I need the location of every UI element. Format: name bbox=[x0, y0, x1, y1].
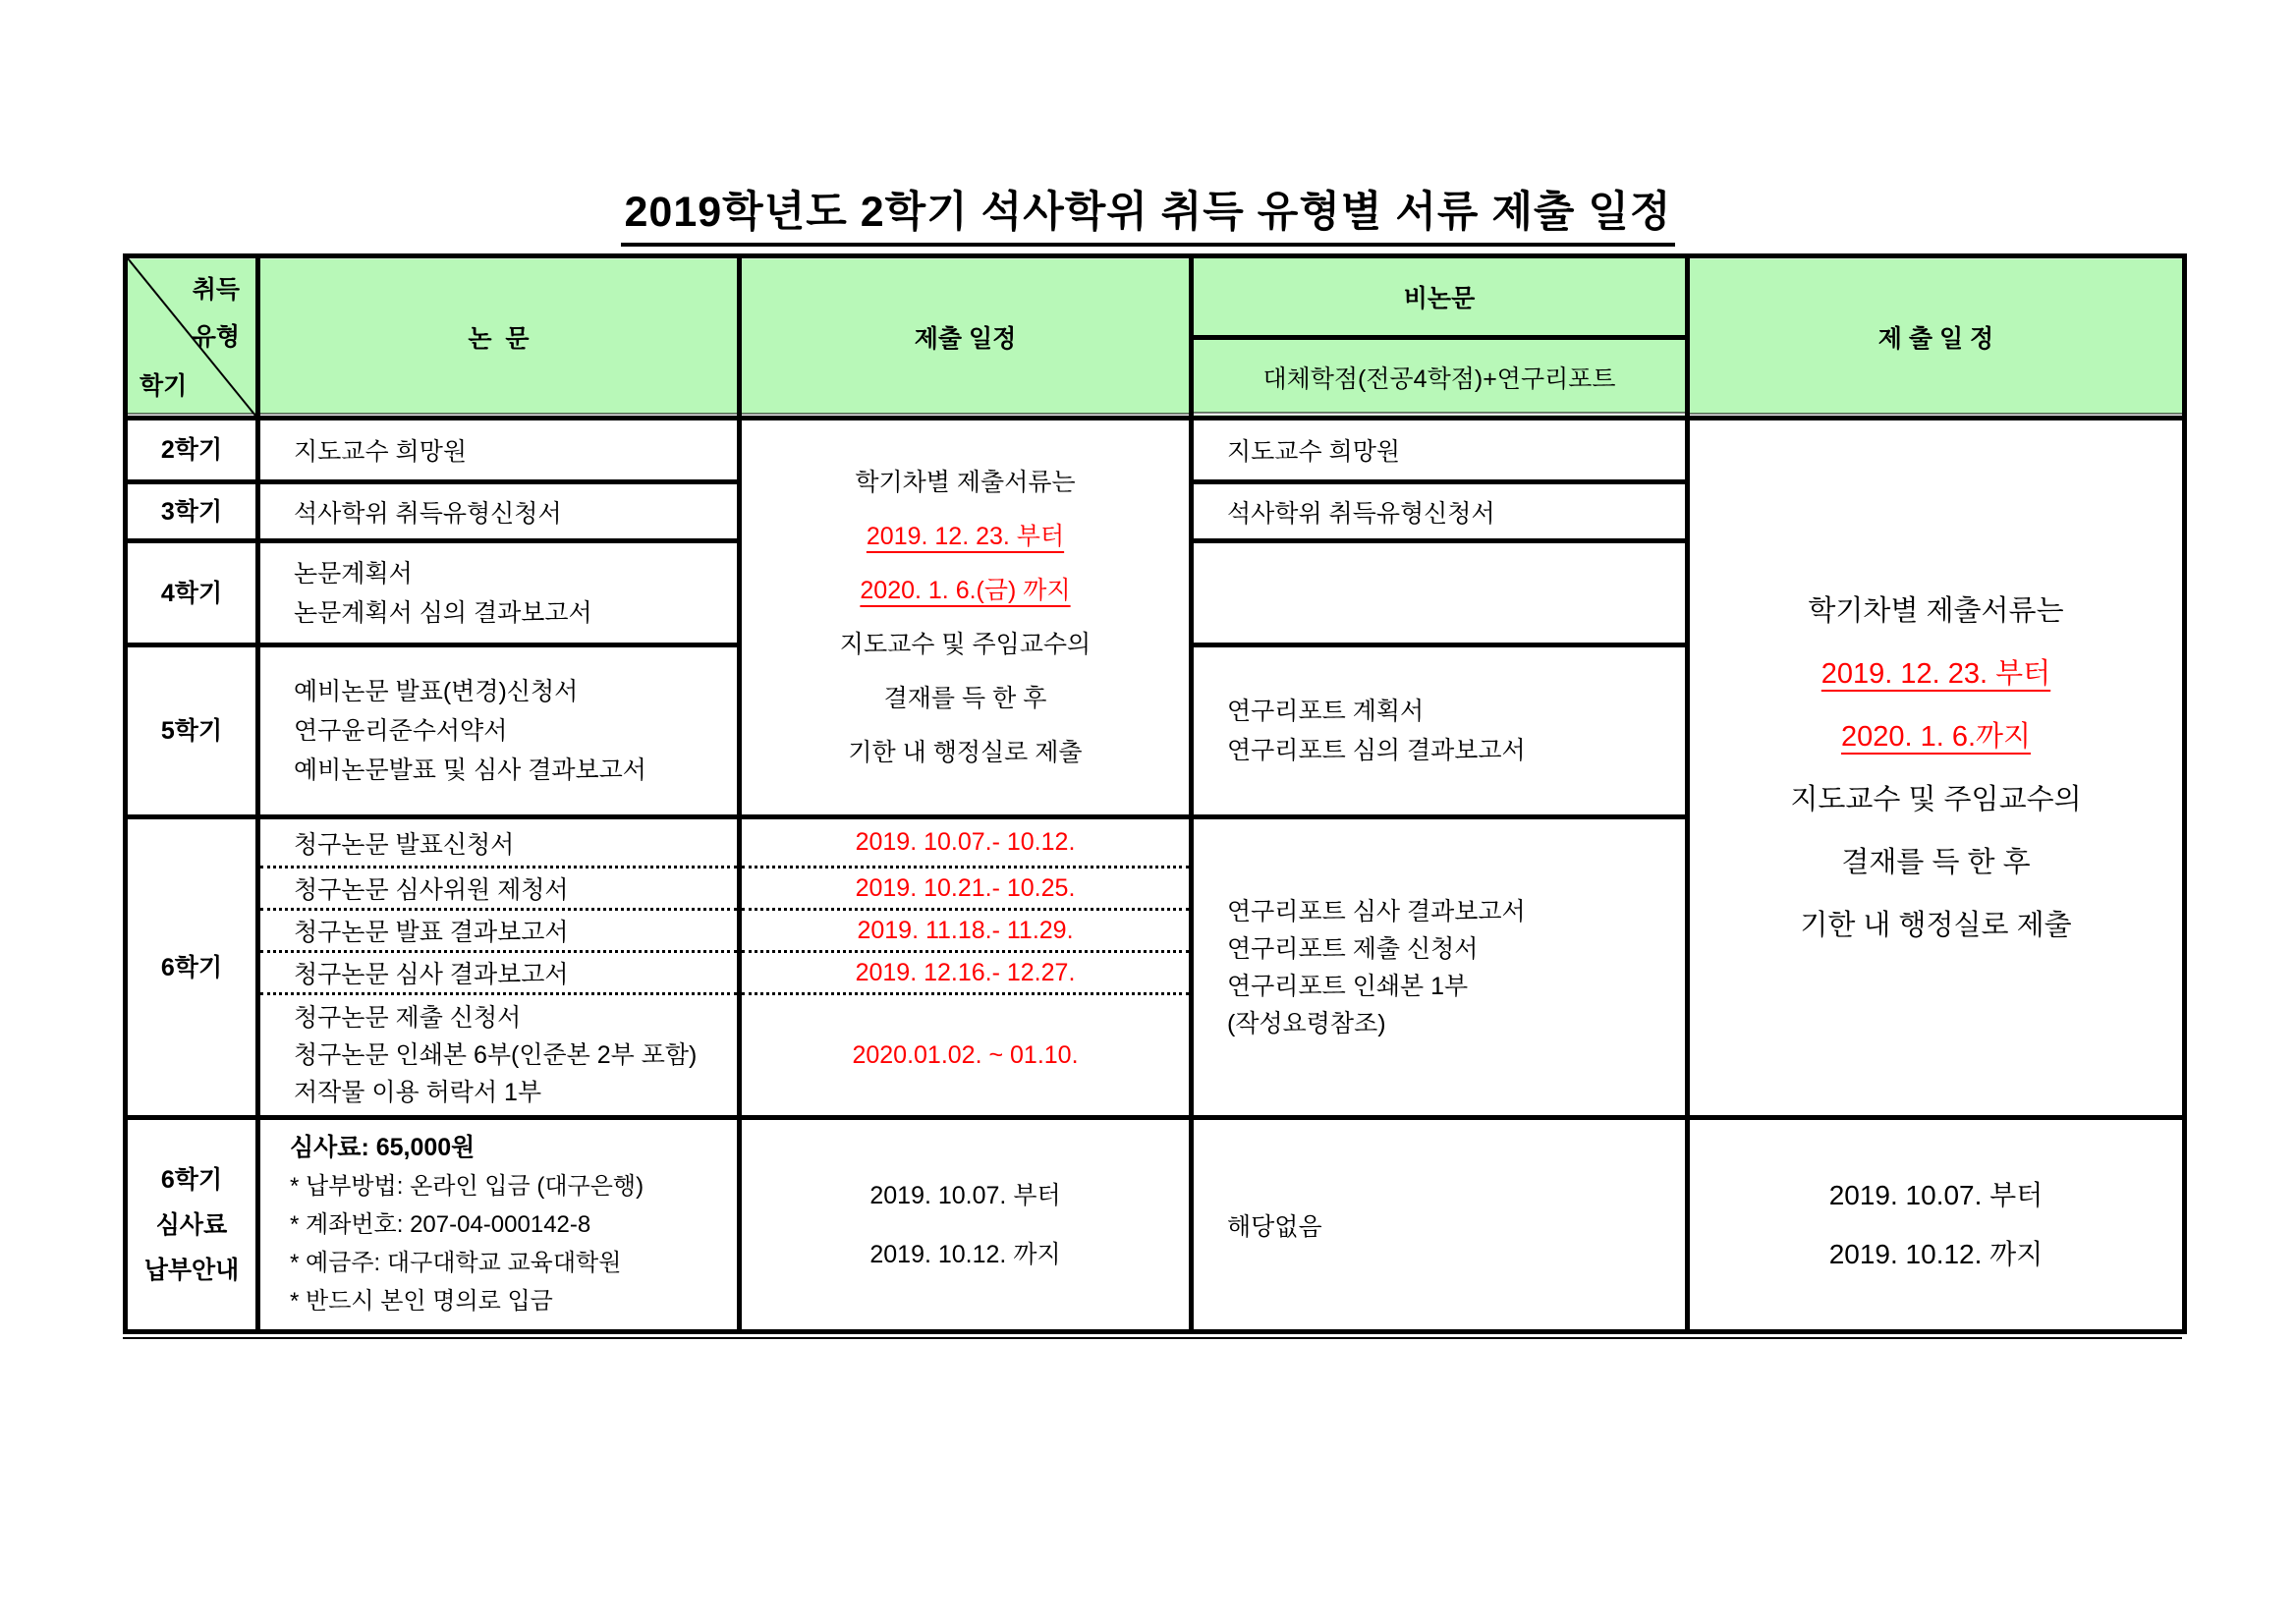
schedule-table-wrap bbox=[123, 253, 2182, 1339]
cell-sem6-doc4: 청구논문 심사 결과보고서 bbox=[258, 952, 740, 994]
page-title: 2019학년도 2학기 석사학위 취득 유형별 서류 제출 일정 bbox=[621, 179, 1676, 247]
cell-fee-label bbox=[126, 1118, 258, 1332]
doc-line: 예비논문 발표(변경)신청서 bbox=[294, 678, 579, 705]
cell-sem6-doc2: 청구논문 심사위원 제청서 bbox=[258, 868, 740, 910]
fee-amount: 심사료: 65,000원 bbox=[290, 1134, 476, 1161]
corner-label-type-1: 취득 bbox=[192, 276, 240, 304]
cell-sem6-date3: 2019. 11.18.- 11.29. bbox=[740, 910, 1192, 952]
label-line: 납부안내 bbox=[143, 1256, 240, 1284]
schedule-table bbox=[123, 253, 2187, 1334]
schedule-date-from: 2019. 12. 23. 부터 bbox=[866, 522, 1065, 550]
doc-line: 논문계획서 심의 결과보고서 bbox=[294, 598, 592, 627]
cell-thesis-schedule-merged bbox=[740, 419, 1192, 817]
doc-line: 청구논문 제출 신청서 bbox=[294, 1004, 522, 1032]
doc-line: 연구리포트 심의 결과보고서 bbox=[1227, 737, 1526, 764]
doc-line: 연구윤리준수서약서 bbox=[294, 717, 508, 745]
cell-sem3-thesis: 석사학위 취득유형신청서 bbox=[258, 482, 740, 541]
fee-bullet: * 계좌번호: 207-04-000142-8 bbox=[290, 1211, 591, 1238]
cell-sem4-thesis bbox=[258, 541, 740, 645]
schedule-line: 지도교수 및 주임교수의 bbox=[1790, 783, 2082, 815]
corner-header-cell bbox=[126, 256, 258, 419]
cell-sem6-label: 6학기 bbox=[126, 817, 258, 1118]
date-line: 2019. 10.07. 부터 bbox=[869, 1181, 1061, 1209]
schedule-date-to: 2020. 1. 6.(금) 까지 bbox=[860, 576, 1071, 604]
cell-sem2-thesis: 지도교수 희망원 bbox=[258, 419, 740, 482]
doc-line: 연구리포트 계획서 bbox=[1227, 698, 1425, 725]
schedule-line: 기한 내 행정실로 제출 bbox=[848, 738, 1083, 766]
schedule-line: 학기차별 제출서류는 bbox=[855, 468, 1076, 496]
cell-sem6-doc3: 청구논문 발표 결과보고서 bbox=[258, 910, 740, 952]
cell-sem4-nonthesis-empty bbox=[1192, 541, 1688, 645]
label-line: 심사료 bbox=[155, 1210, 228, 1239]
doc-line: 저작물 이용 허락서 1부 bbox=[294, 1079, 542, 1106]
doc-line: 예비논문발표 및 심사 결과보고서 bbox=[294, 756, 646, 784]
corner-label-type-2: 유형 bbox=[192, 323, 240, 351]
schedule-line: 지도교수 및 주임교수의 bbox=[839, 630, 1092, 658]
date-line: 2019. 10.07. 부터 bbox=[1828, 1179, 2044, 1210]
cell-sem6-nonthesis bbox=[1192, 817, 1688, 1118]
cell-sem5-nonthesis bbox=[1192, 645, 1688, 817]
cell-sem6-date4: 2019. 12.16.- 12.27. bbox=[740, 952, 1192, 994]
date-line: 2019. 10.12. 까지 bbox=[1828, 1238, 2044, 1269]
header-nonthesis-sub: 대체학점(전공4학점)+연구리포트 bbox=[1192, 337, 1688, 419]
fee-bullet: * 예금주: 대구대학교 교육대학원 bbox=[290, 1250, 622, 1276]
cell-sem6-doc1: 청구논문 발표신청서 bbox=[258, 817, 740, 868]
cell-sem3-nonthesis: 석사학위 취득유형신청서 bbox=[1192, 482, 1688, 541]
doc-line: 연구리포트 심사 결과보고서 bbox=[1227, 897, 1526, 925]
cell-sem6-date5: 2020.01.02. ~ 01.10. bbox=[740, 994, 1192, 1118]
cell-sem5-thesis bbox=[258, 645, 740, 817]
row-sem2 bbox=[126, 419, 2185, 482]
fee-bullet: * 반드시 본인 명의로 입금 bbox=[290, 1288, 553, 1315]
schedule-date-to: 2020. 1. 6.까지 bbox=[1840, 720, 2032, 753]
cell-sem6-date2: 2019. 10.21.- 10.25. bbox=[740, 868, 1192, 910]
doc-line: 청구논문 인쇄본 6부(인준본 2부 포함) bbox=[294, 1041, 698, 1069]
label-line: 6학기 bbox=[160, 1165, 223, 1194]
cell-fee-thesis-dates bbox=[740, 1118, 1192, 1332]
doc-line: 논문계획서 bbox=[294, 559, 413, 588]
header-thesis-schedule: 제출 일정 bbox=[740, 256, 1192, 419]
schedule-line: 결재를 득 한 후 bbox=[883, 684, 1047, 712]
cell-sem4-label: 4학기 bbox=[126, 541, 258, 645]
fee-bullet: * 납부방법: 온라인 입금 (대구은행) bbox=[290, 1173, 644, 1200]
title-row bbox=[0, 179, 2296, 247]
cell-fee-nonthesis: 해당없음 bbox=[1192, 1118, 1688, 1332]
cell-sem6-date1: 2019. 10.07.- 10.12. bbox=[740, 817, 1192, 868]
cell-sem2-nonthesis: 지도교수 희망원 bbox=[1192, 419, 1688, 482]
corner-label-semester: 학기 bbox=[140, 372, 188, 400]
cell-sem2-label: 2학기 bbox=[126, 419, 258, 482]
schedule-line: 기한 내 행정실로 제출 bbox=[1800, 909, 2072, 941]
cell-fee-nonthesis-dates bbox=[1688, 1118, 2185, 1332]
cell-fee-details bbox=[258, 1118, 740, 1332]
cell-sem3-label: 3학기 bbox=[126, 482, 258, 541]
date-line: 2019. 10.12. 까지 bbox=[869, 1240, 1061, 1268]
doc-line: 연구리포트 인쇄본 1부 bbox=[1227, 972, 1469, 1000]
header-nonthesis-schedule: 제 출 일 정 bbox=[1688, 256, 2185, 419]
cell-nonthesis-schedule-merged bbox=[1688, 419, 2185, 1118]
doc-line: 연구리포트 제출 신청서 bbox=[1227, 934, 1479, 963]
row-fee bbox=[126, 1118, 2185, 1332]
cell-sem6-doc5 bbox=[258, 994, 740, 1118]
header-thesis: 논 문 bbox=[258, 256, 740, 419]
doc-line: (작성요령참조) bbox=[1227, 1009, 1386, 1037]
schedule-date-from: 2019. 12. 23. 부터 bbox=[1820, 657, 2051, 690]
schedule-line: 결재를 득 한 후 bbox=[1841, 846, 2031, 878]
schedule-line: 학기차별 제출서류는 bbox=[1808, 594, 2064, 627]
cell-sem5-label: 5학기 bbox=[126, 645, 258, 817]
corner-diagonal-box bbox=[128, 258, 255, 416]
header-nonthesis: 비논문 bbox=[1192, 256, 1688, 338]
header-row-1 bbox=[126, 256, 2185, 338]
